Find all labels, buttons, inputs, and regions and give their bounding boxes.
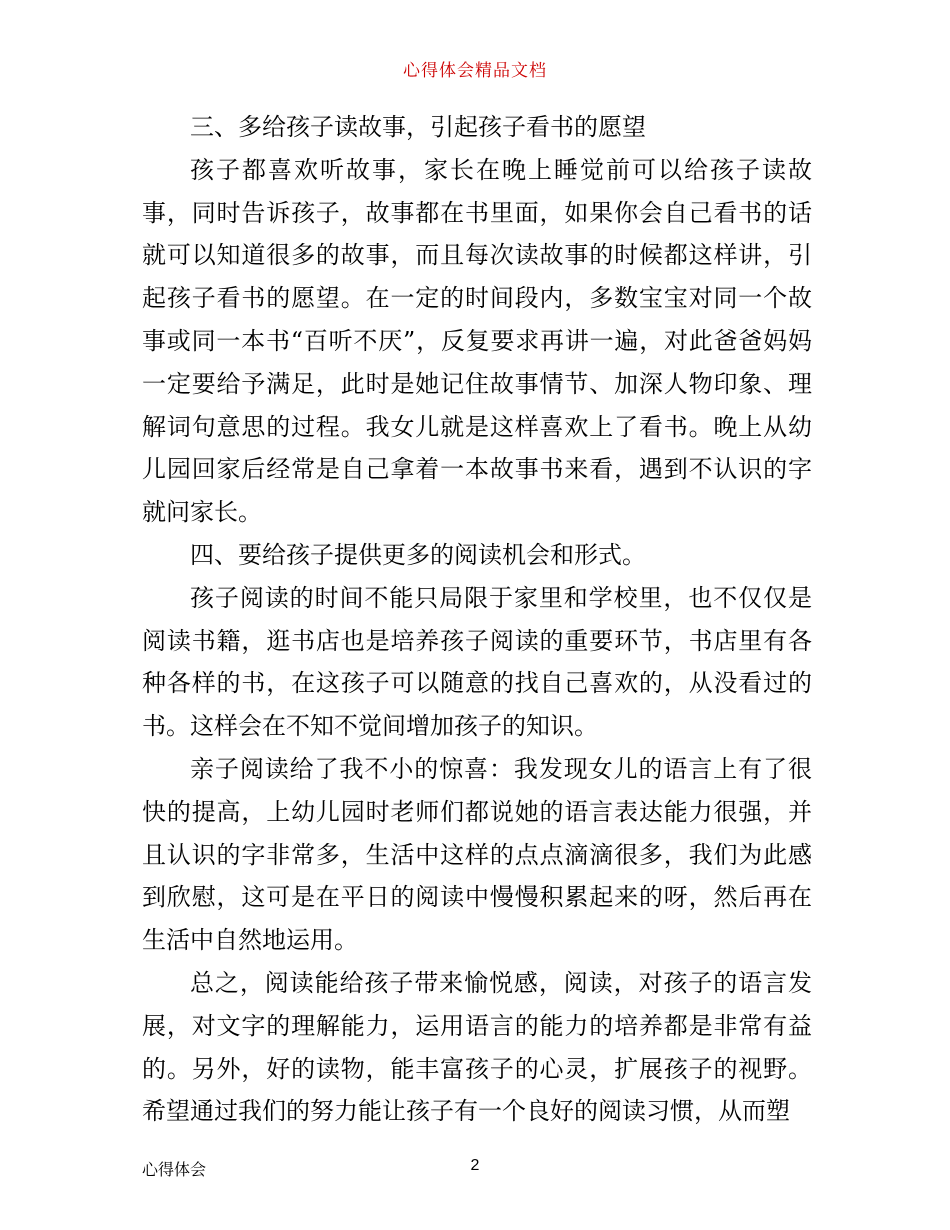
- page-number: 2: [470, 1157, 480, 1174]
- section-heading-3: 三、多给孩子读故事，引起孩子看书的愿望: [190, 113, 646, 141]
- page-header-title: 心得体会精品文档: [403, 61, 547, 81]
- document-body: [142, 106, 812, 1133]
- body-paragraph: 孩子阅读的时间不能只局限于家里和学校里，也不仅仅是阅读书籍，逛书店也是培养孩子阅读的重要环节，书店里有各种各样的书，在这孩子可以随意的找自己喜欢的，从没看过的书。这样会在不知不觉间增加孩子的知识。: [142, 583, 812, 741]
- section-heading-4: 四、要给孩子提供更多的阅读机会和形式。: [190, 540, 646, 569]
- body-paragraph: 孩子都喜欢听故事，家长在晚上睡觉前可以给孩子读故事，同时告诉孩子，故事都在书里面，如果你会自己看书的话就可以知道很多的故事，而且每次读故事的时候都这样讲，引起孩子看书的愿望。在一定的时间段内，多数宝宝对同一个故事或同一本书“百听不厌”，反复要求再讲一遍，对此爸爸妈妈一定要给予满足，此时是她记住故事情节、加深人物印象、理解词句意思的过程。我女儿就是这样喜欢上了看书。晚上从幼儿园回家后经常是自己拿着一本故事书来看，遇到不认识的字就问家长。: [142, 155, 812, 527]
- body-paragraph: 总之，阅读能给孩子带来愉悦感，阅读，对孩子的语言发展，对文字的理解能力，运用语言的能力的培养都是非常有益的。另外，好的读物，能丰富孩子的心灵，扩展孩子的视野。希望通过我们的努力能让孩子有一个良好的阅读习惯，从而塑: [142, 968, 812, 1126]
- body-paragraph: 亲子阅读给了我不小的惊喜：我发现女儿的语言上有了很快的提高，上幼儿园时老师们都说她的语言表达能力很强，并且认识的字非常多，生活中这样的点点滴滴很多，我们为此感到欣慰，这可是在平日的阅读中慢慢积累起来的呀，然后再在生活中自然地运用。: [142, 754, 812, 955]
- footer-label: 心得体会: [142, 1160, 207, 1179]
